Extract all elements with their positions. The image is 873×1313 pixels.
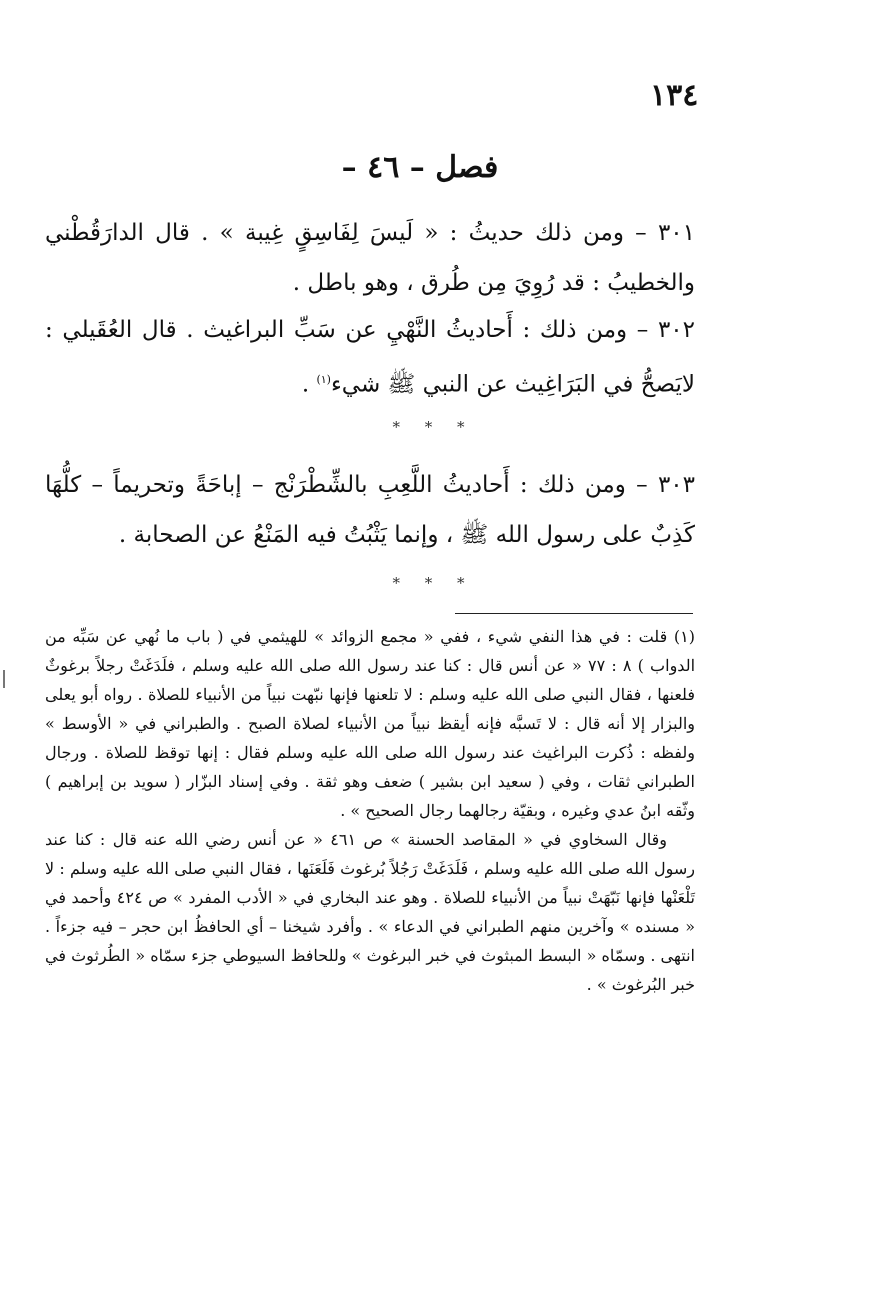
margin-mark — [3, 670, 5, 688]
footnote-divider — [455, 613, 693, 614]
paragraph-302-text: ٣٠٢ – ومن ذلك : أَحاديثُ النَّهْيِ عن سَبِّ البراغيث . قال العُقَيلي : لايَصحُّ في البَرَاغِيث عن النبي ﷺ شيء — [45, 317, 695, 398]
paragraph-302 — [45, 305, 695, 410]
footnotes-section — [45, 622, 695, 999]
footnote-1: (١) قلت : في هذا النفي شيء ، ففي « مجمع الزوائد » للهيثمي في ( باب ما نُهي عن سَبِّه من الدواب ) ٨ : ٧٧ « عن أنس قال : كنا عند رسول الله صلى الله عليه وسلم ، فلَدَغَتْ رجلاً برغوثٌ فلعنها ، فقال النبي صلى الله عليه وسلم : لا تلعنها فإنها نبّهت نبياً من الأنبياء للصلاة . رواه أبو يعلى والبزار إلا أنه قال : لا تَسبَّه فإنه أيقظ نبياً من الأنبياء لصلاة الصبح . والطبراني في « الأوسط » ولفظه : ذُكرت البراغيث عند رسول الله صلى الله عليه وسلم فقال : إنها توقظ للصلاة . ورجال الطبراني ثقات ، وفي ( سعيد ابن بشير ) ضعف وهو ثقة . وفي إسناد البزّار ( سويد بن إبراهيم ) وثّقه ابنُ عدي وغيره ، وبقيّة رجالهما رجال الصحيح » . — [45, 627, 696, 820]
paragraph-303: ٣٠٣ – ومن ذلك : أَحاديثُ اللَّعِبِ بالشِّطْرَنْج – إباحَةً وتحريماً – كلُّهَا كَذِبٌ على رسول الله ﷺ ، وإنما يَثْبُتُ فيه المَنْعُ عن الصحابة . — [45, 472, 695, 548]
paragraph-302-tail: . — [301, 371, 317, 398]
page-number: ١٣٤ — [650, 78, 699, 113]
footnote-reference[interactable]: (١) — [316, 373, 331, 386]
section-separator: * * * — [392, 418, 475, 436]
chapter-title: فصل – ٤٦ – — [341, 150, 499, 185]
footnote-1-continuation: وقال السخاوي في « المقاصد الحسنة » ص ٤٦١ « عن أنس رضي الله عنه قال : كنا عند رسول الله صلى الله عليه وسلم ، فَلَدَغَتْ رَجُلاً بُرغوث فَلَعَنَها ، فقال النبي صلى الله عليه وسلم : لا تَلْعَنْها فإنها نَبّهَتْ نبياً من الأنبياء للصلاة . وهو عند البخاري في « الأدب المفرد » ص ٤٢٤ وأحمد في « مسنده » وآخرين منهم الطبراني في الدعاء » . وأفرد شيخنا – أي الحافظُ ابن حجر – فيه جزءاً . انتهى . وسمّاه « البسط المبثوث في خبر البرغوث » وللحافظ السيوطي جزء سمّاه « الطُرثوث في خبر البُرغوث » . — [45, 830, 695, 994]
section-separator-end: * * * — [392, 574, 475, 592]
paragraph-301: ٣٠١ – ومن ذلك حديثُ : « لَيسَ لِفَاسِقٍ غِيبة » . قال الدارَقُطْني والخطيبُ : قد رُوِيَ مِن طُرق ، وهو باطل . — [45, 220, 695, 296]
